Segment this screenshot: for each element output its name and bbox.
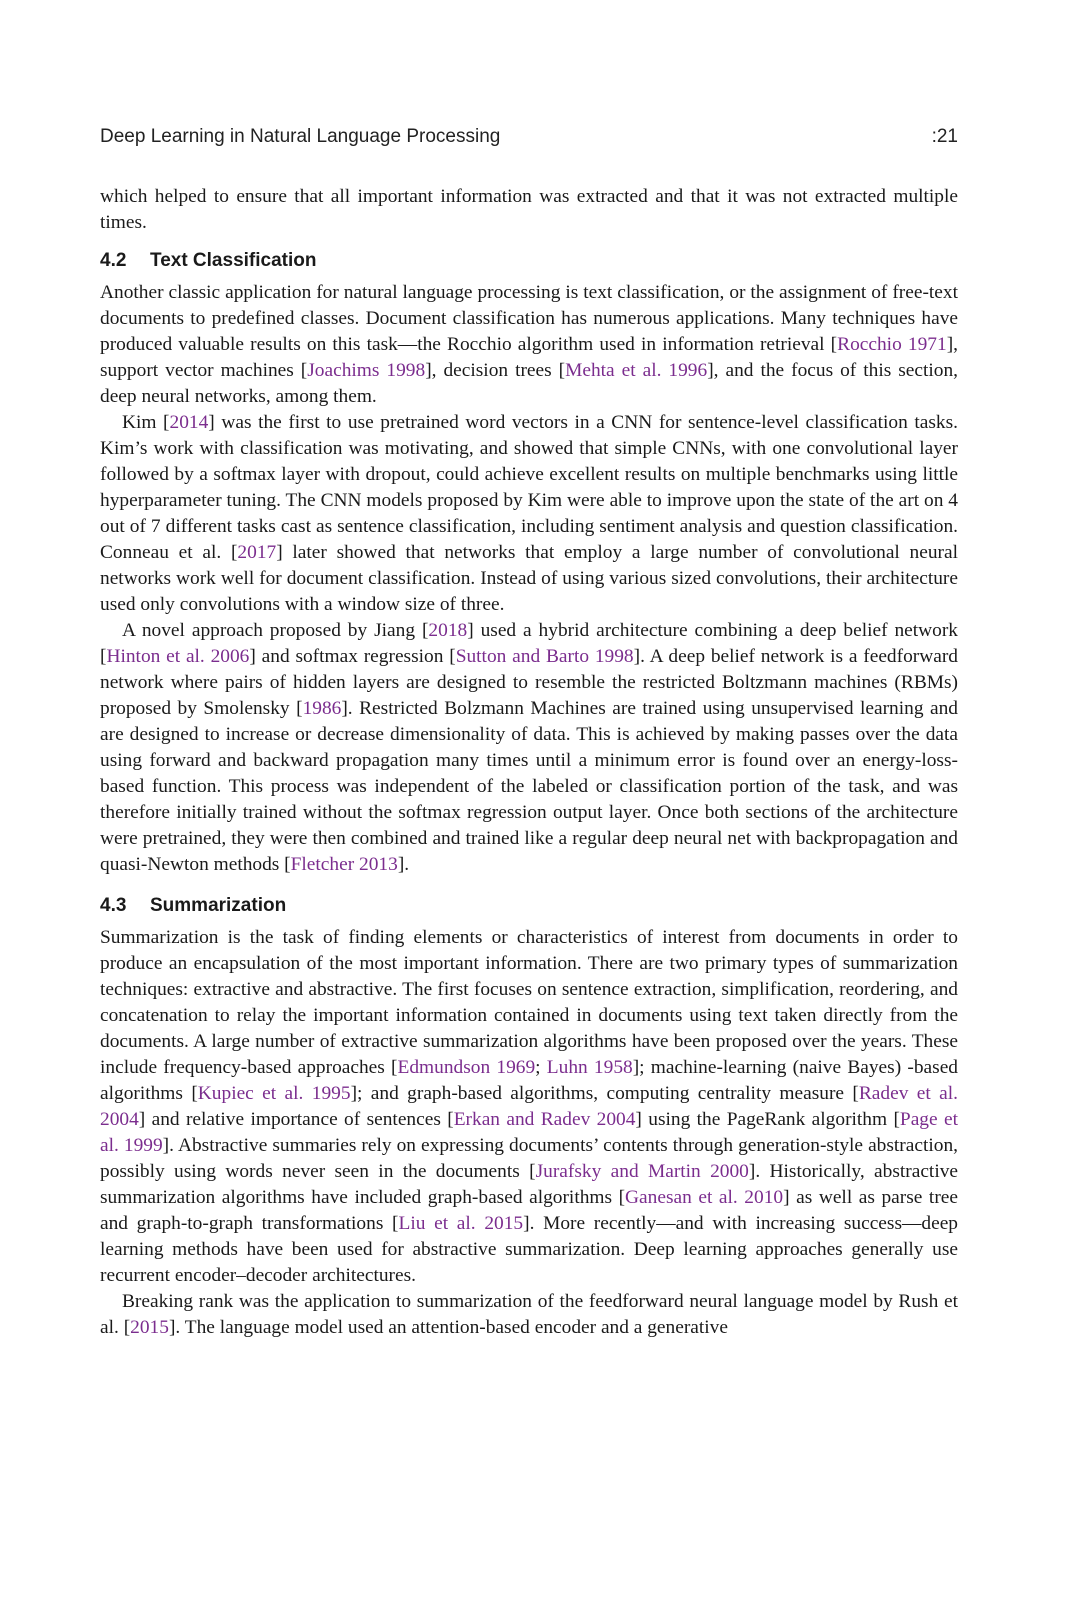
text-run: ] using the PageRank algorithm [: [635, 1109, 900, 1130]
text-run: ] was the first to use pretrained word vectors in a CNN for sentence-level classification tasks. Kim’s work with classification was motivating, and showed that simple CNNs, with one convolutional layer followed by a softmax layer with dropout, could achieve excellent results on multiple benchmarks using little hyperparameter tuning. The CNN models proposed by Kim were able to improve upon the state of the art on 4 out of 7 different tasks cast as sentence classification, including sentiment analysis and question classification. Conneau et al. [: [100, 412, 958, 563]
citation-link[interactable]: Kupiec et al. 1995: [197, 1083, 351, 1104]
text-run: ] as well as parse tree and graph-to-graph transformations [: [100, 1187, 958, 1234]
section-number: 4.2: [100, 250, 127, 271]
text-run: ] later showed that networks that employ a large number of convolutional neural networks work well for document classification. Instead of using various sized convolutions, their architecture used only convolutions with a window size of three.: [100, 542, 958, 615]
citation-link[interactable]: Erkan and Radev 2004: [453, 1109, 636, 1130]
section-number: 4.3: [100, 895, 127, 916]
text-run: ]. More recently—and with increasing success—deep learning methods have been used for abstractive summarization. Deep learning approaches generally use recurrent encoder–decoder architectures.: [100, 1213, 958, 1286]
paragraph: [100, 280, 958, 410]
citation-link[interactable]: 2018: [428, 620, 468, 641]
citation-link[interactable]: Fletcher 2013: [290, 854, 398, 875]
text-run: Another classic application for natural language processing is text classification, or the assignment of free-text documents to predefined classes. Document classification has numerous applications. Many techniques have produced valuable results on this task—the Rocchio algorithm used in information retrieval [: [100, 282, 958, 355]
text-run: ] and softmax regression [: [249, 646, 456, 667]
citation-link[interactable]: Radev et al. 2004: [100, 1083, 958, 1130]
citation-link[interactable]: 2014: [169, 412, 209, 433]
text-run: ], decision trees [: [425, 360, 566, 381]
section-title: Text Classification: [150, 250, 317, 271]
citation-link[interactable]: Page et al. 1999: [100, 1109, 958, 1156]
citation-link[interactable]: Rocchio 1971: [837, 334, 947, 355]
text-run: ] used a hybrid architecture combining a deep belief network [: [100, 620, 958, 667]
citation-link[interactable]: Luhn 1958: [546, 1057, 633, 1078]
text-run: A novel approach proposed by Jiang [: [122, 620, 429, 641]
citation-link[interactable]: Edmundson 1969: [397, 1057, 536, 1078]
text-run: ]. The language model used an attention-based encoder and a generative: [168, 1317, 728, 1338]
citation-link[interactable]: Joachims 1998: [307, 360, 426, 381]
text-run: ], and the focus of this section, deep neural networks, among them.: [100, 360, 959, 407]
page-number: :21: [931, 126, 958, 147]
text-run: ].: [397, 854, 410, 875]
citation-link[interactable]: Liu et al. 2015: [398, 1213, 524, 1234]
text-run: Breaking rank was the application to summarization of the feedforward neural language model by Rush et al. [: [100, 1291, 958, 1338]
section-heading-summarization: [100, 893, 958, 919]
text-run: ], support vector machines [: [100, 334, 958, 381]
citation-link[interactable]: Mehta et al. 1996: [565, 360, 708, 381]
citation-link[interactable]: Hinton et al. 2006: [106, 646, 250, 667]
paragraph: [100, 1289, 958, 1341]
citation-link[interactable]: 2015: [130, 1317, 169, 1338]
text-run: ]. Historically, abstractive summarization algorithms have included graph-based algorithms [: [100, 1161, 959, 1208]
text-run: ;: [535, 1057, 547, 1078]
text-run: ]. Abstractive summaries rely on expressing documents’ contents through generation-style abstraction, possibly using words never seen in the documents [: [100, 1135, 958, 1182]
citation-link[interactable]: 1986: [302, 698, 342, 719]
citation-link[interactable]: Jurafsky and Martin 2000: [535, 1161, 749, 1182]
section-title: Summarization: [150, 895, 287, 916]
text-run: ] and relative importance of sentences [: [138, 1109, 454, 1130]
citation-link[interactable]: Ganesan et al. 2010: [625, 1187, 784, 1208]
body-text: [100, 184, 958, 1341]
paragraph: [100, 925, 958, 1289]
paragraph: [100, 618, 958, 878]
text-run: ]. Restricted Bolzmann Machines are trained using unsupervised learning and are designed to increase or decrease dimensionality of data. This is achieved by making passes over the data using forward and backward propagation many times until a minimum error is found over an energy-loss-based function. This process was independent of the labeled or classification portion of the task, and was therefore initially trained without the softmax regression output layer. Once both sections of the architecture were pretrained, they were then combined and trained like a regular deep neural net with backpropagation and quasi-Newton methods [: [100, 698, 959, 875]
continued-paragraph: which helped to ensure that all important information was extracted and that it was not extracted multiple times.: [100, 186, 958, 233]
text-run: Summarization is the task of finding elements or characteristics of interest from documents in order to produce an encapsulation of the most important information. There are two primary types of summarization techniques: extractive and abstractive. The first focuses on sentence extraction, simplification, reordering, and concatenation to relay the important information contained in documents using text taken directly from the documents. A large number of extractive summarization algorithms have been proposed over the years. These include frequency-based approaches [: [100, 927, 958, 1078]
citation-link[interactable]: 2017: [237, 542, 277, 563]
running-title: Deep Learning in Natural Language Processing: [100, 126, 501, 147]
paragraph: [100, 410, 958, 618]
text-run: ]; and graph-based algorithms, computing centrality measure [: [350, 1083, 859, 1104]
text-run: ]; machine-learning (naive Bayes) -based algorithms [: [100, 1057, 958, 1104]
text-run: Kim [: [122, 412, 170, 433]
section-heading-text-classification: [100, 248, 958, 274]
citation-link[interactable]: Sutton and Barto 1998: [455, 646, 634, 667]
text-run: ]. A deep belief network is a feedforward network where pairs of hidden layers are designed to resemble the restricted Boltzmann machines (RBMs) proposed by Smolensky [: [100, 646, 959, 719]
running-header: [100, 126, 958, 154]
